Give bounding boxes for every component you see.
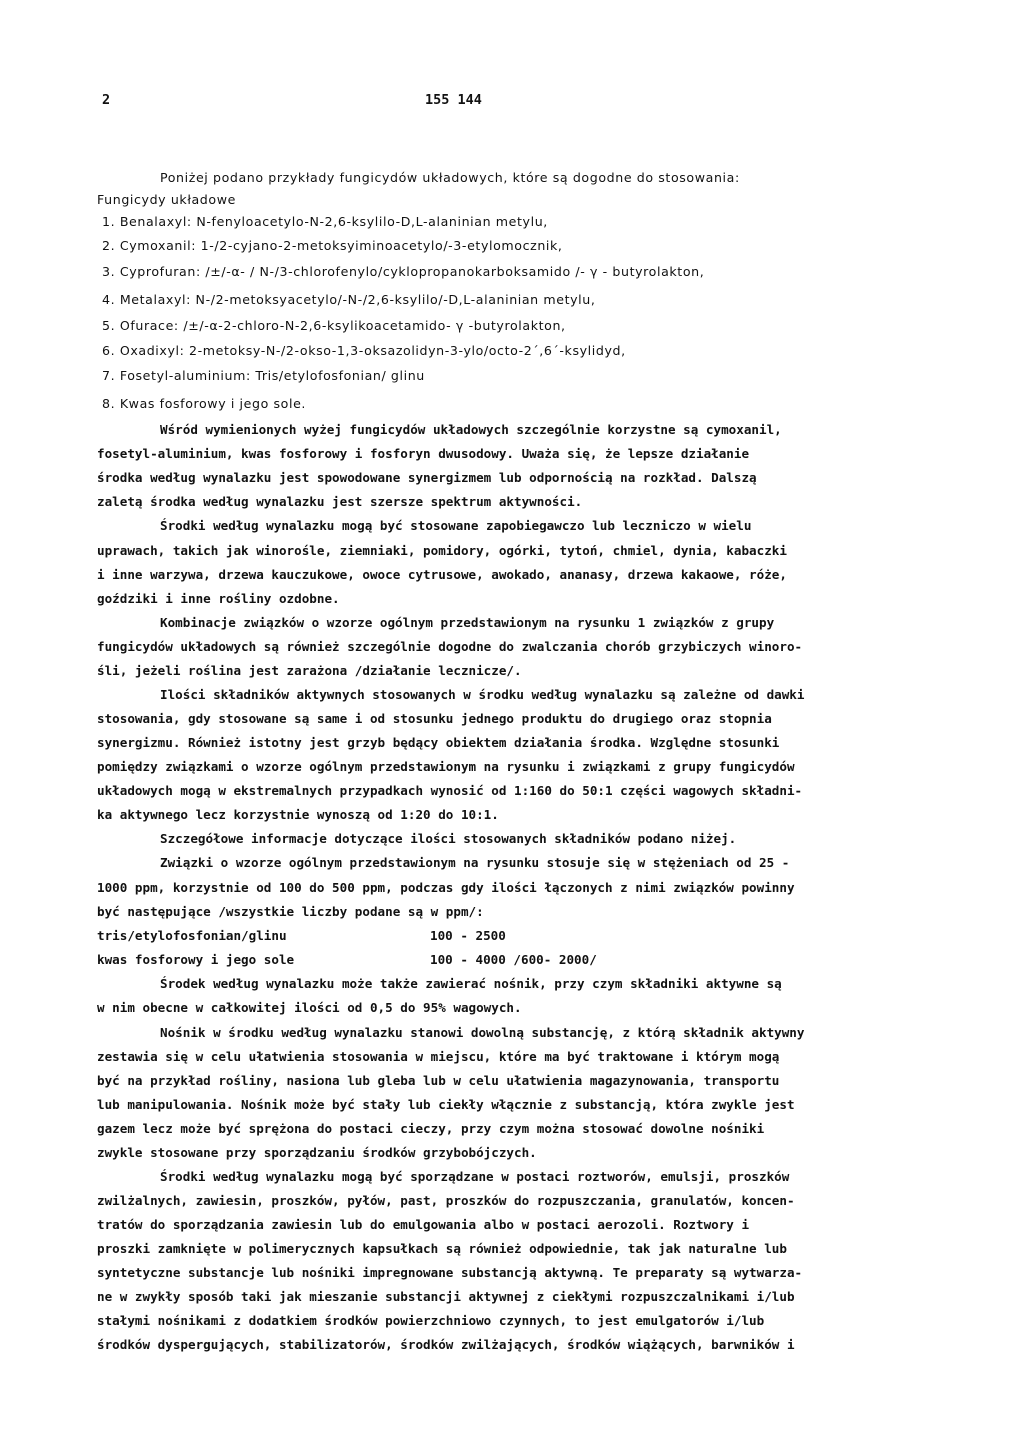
body-line: pomiędzy związkami o wzorze ogólnym przedstawionym na rysunku i związkami z grupy fungicydów — [97, 759, 795, 774]
table-row-value: 100 - 4000 /600- 2000/ — [430, 952, 597, 967]
body-line: goździki i inne rośliny ozdobne. — [97, 591, 340, 606]
body-line: środków dyspergujących, stabilizatorów, środków zwilżających, środków wiążących, barwników i — [97, 1337, 795, 1352]
body-line: gazem lecz może być sprężona do postaci cieczy, przy czym można stosować dowolne nośniki — [97, 1121, 765, 1136]
body-line: Wśród wymienionych wyżej fungicydów układowych szczególnie korzystne są cymoxanil, — [160, 422, 782, 437]
body-line: być następujące /wszystkie liczby podane są w ppm/: — [97, 904, 484, 919]
table-row-value: 100 - 2500 — [430, 928, 506, 943]
body-line: i inne warzywa, drzewa kauczukowe, owoce cytrusowe, awokado, ananasy, drzewa kakaowe, róże, — [97, 567, 787, 582]
body-line: zestawia się w celu ułatwienia stosowania w miejscu, które ma być traktowane i którym mogą — [97, 1049, 780, 1064]
body-line: Ilości składników aktywnych stosowanych w środku według wynalazku są zależne od dawki — [160, 687, 805, 702]
body-line: Kombinacje związków o wzorze ogólnym przedstawionym na rysunku 1 związków z grupy — [160, 615, 775, 630]
body-line: Środki według wynalazku mogą być sporządzane w postaci roztworów, emulsji, proszków — [160, 1169, 790, 1184]
body-line: Szczegółowe informacje dotyczące ilości stosowanych składników podano niżej. — [160, 831, 737, 846]
body-line: stosowania, gdy stosowane są same i od stosunku jednego produktu do drugiego oraz stopnia — [97, 711, 772, 726]
list-item: 4. Metalaxyl: N-/2-metoksyacetylo/-N-/2,6-ksylilo/-D,L-alaninian metylu, — [102, 292, 596, 307]
body-line: śli, jeżeli roślina jest zarażona /działanie lecznicze/. — [97, 663, 522, 678]
body-line: syntetyczne substancje lub nośniki impregnowane substancją aktywną. Te preparaty są wytwarza- — [97, 1265, 803, 1280]
body-line: uprawach, takich jak winorośle, ziemniaki, pomidory, ogórki, tytoń, chmiel, dynia, kabaczki — [97, 543, 787, 558]
body-line: synergizmu. Również istotny jest grzyb będący obiektem działania środka. Względne stosunki — [97, 735, 780, 750]
body-line: środka według wynalazku jest spowodowane synergizmem lub odpornością na rozkład. Dalszą — [97, 470, 757, 485]
table-row-name: kwas fosforowy i jego sole — [97, 952, 295, 967]
body-line: Środek według wynalazku może także zawierać nośnik, przy czym składniki aktywne są — [160, 976, 782, 991]
list-title: Fungicydy układowe — [97, 192, 236, 207]
body-line: w nim obecne w całkowitej ilości od 0,5 do 95% wagowych. — [97, 1000, 522, 1015]
list-item: 5. Ofurace: /±/-α-2-chloro-N-2,6-ksylikoacetamido- γ -butyrolakton, — [102, 318, 566, 333]
body-line: zwilżalnych, zawiesin, proszków, pyłów, past, proszków do rozpuszczania, granulatów, koncen- — [97, 1193, 795, 1208]
list-item: 6. Oxadixyl: 2-metoksy-N-/2-okso-1,3-oksazolidyn-3-ylo/octo-2´,6´-ksylidyd, — [102, 343, 626, 358]
intro-text: Poniżej podano przykłady fungicydów układowych, które są dogodne do stosowania: — [160, 170, 740, 185]
page-number: 2 — [102, 92, 111, 108]
body-line: ka aktywnego lecz korzystnie wynoszą od 1:20 do 10:1. — [97, 807, 499, 822]
body-line: fungicydów układowych są również szczególnie dogodne do zwalczania chorób grzybiczych winoro- — [97, 639, 803, 654]
list-item: 7. Fosetyl-aluminium: Tris/etylofosfonian/ glinu — [102, 368, 425, 383]
body-line: Związki o wzorze ogólnym przedstawionym na rysunku stosuje się w stężeniach od 25 - — [160, 855, 790, 870]
list-item: 1. Benalaxyl: N-fenyloacetylo-N-2,6-ksylilo-D,L-alaninian metylu, — [102, 214, 548, 229]
body-line: lub manipulowania. Nośnik może być stały lub ciekły włącznie z substancją, która zwykle jest — [97, 1097, 795, 1112]
body-line: 1000 ppm, korzystnie od 100 do 500 ppm, podczas gdy ilości łączonych z nimi związków powinny — [97, 880, 795, 895]
list-item: 8. Kwas fosforowy i jego sole. — [102, 396, 307, 411]
patent-number: 155 144 — [425, 92, 482, 108]
body-line: być na przykład rośliny, nasiona lub gleba lub w celu ułatwienia magazynowania, transportu — [97, 1073, 780, 1088]
table-row-name: tris/etylofosfonian/glinu — [97, 928, 287, 943]
body-line: tratów do sporządzania zawiesin lub do emulgowania albo w postaci aerozoli. Roztwory i — [97, 1217, 750, 1232]
body-line: Środki według wynalazku mogą być stosowane zapobiegawczo lub leczniczo w wielu — [160, 518, 752, 533]
body-line: fosetyl-aluminium, kwas fosforowy i fosforyn dwusodowy. Uważa się, że lepsze działanie — [97, 446, 750, 461]
body-line: proszki zamknięte w polimerycznych kapsułkach są również odpowiednie, tak jak naturalne lub — [97, 1241, 787, 1256]
list-item: 2. Cymoxanil: 1-/2-cyjano-2-metoksyiminoacetylo/-3-etylomocznik, — [102, 238, 563, 253]
body-line: stałymi nośnikami z dodatkiem środków powierzchniowo czynnych, to jest emulgatorów i/lub — [97, 1313, 765, 1328]
body-line: Nośnik w środku według wynalazku stanowi dowolną substancję, z którą składnik aktywny — [160, 1025, 805, 1040]
list-item: 3. Cyprofuran: /±/-α- / N-/3-chlorofenylo/cyklopropanokarboksamido /- γ - butyrolakton, — [102, 264, 705, 279]
body-line: ne w zwykły sposób taki jak mieszanie substancji aktywnej z ciekłymi rozpuszczalnikami i/lub — [97, 1289, 795, 1304]
body-line: układowych mogą w ekstremalnych przypadkach wynosić od 1:160 do 50:1 części wagowych składni- — [97, 783, 803, 798]
body-line: zwykle stosowane przy sporządzaniu środków grzybobójczych. — [97, 1145, 537, 1160]
body-line: zaletą środka według wynalazku jest szersze spektrum aktywności. — [97, 494, 583, 509]
